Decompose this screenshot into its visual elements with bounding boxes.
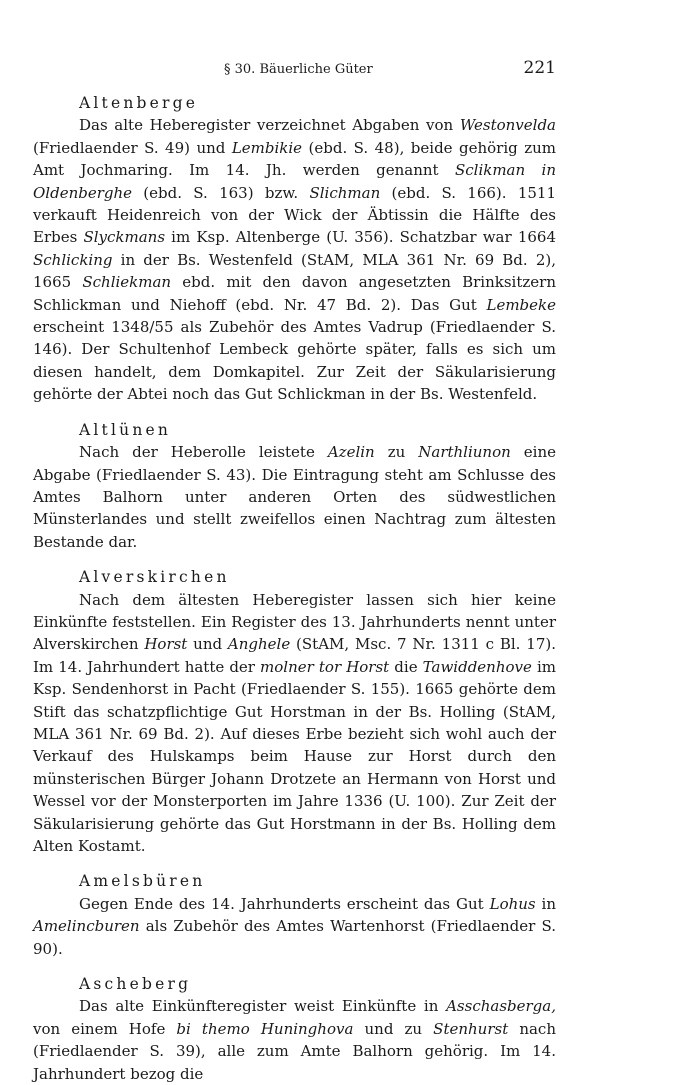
section-paragraph [33,114,556,405]
text-run: nach (Friedlaender S. 39), alle zum Amte Balhorn gehörig. Im 14. Jahrhundert bezog die [33,1019,556,1083]
text-run: in der Bs. Westenfeld (StAM, MLA 361 Nr. 69 Bd. 2), 1665 [33,250,556,292]
italic-term: Amelincburen [33,917,140,936]
section-heading: Altlünen [79,420,172,439]
italic-term: Lohus [489,894,536,913]
text-run: im Ksp. Altenberge (U. 356). Schatzbar war 1664 [165,228,556,247]
italic-term: Lembikie [231,138,303,157]
running-title: § 30. Bäuerliche Güter [224,62,373,77]
text-run: Nach der Heberolle leistete [79,443,328,462]
text-run: und zu [353,1019,434,1038]
italic-term: Tawiddenhove [422,657,532,676]
italic-term: Narthliunon [418,443,511,462]
text-run: als Zubehör des Amtes Wartenhorst (Friedlaender S. 90). [33,917,556,958]
text-run: (ebd. S. 163) bzw. [132,183,310,202]
text-run: eine Abgabe (Friedlaender S. 43). Die Eintragung steht am Schlusse des Amtes Balhorn unter anderen Orten des südwestlichen Münsterlandes und stellt zweifellos einen Nachtrag zum ältesten Bestande dar. [33,443,556,551]
text-run: ebd. mit den davon angesetzten Brinksitzern Schlickman und Niehoff (ebd. Nr. 47 Bd. 2). Das Gut [33,273,556,314]
italic-term: Slichman [309,183,381,202]
italic-term: Slyckmans [83,228,166,247]
italic-term: Azelin [327,443,375,462]
text-run: Das alte Einkünfteregister weist Einkünfte in [79,997,447,1016]
page-body [33,92,556,1085]
text-run: im Ksp. Sendenhorst in Pacht (Friedlaender S. 155). 1665 gehörte dem Stift das schatzpflichtige Gut Horstman in der Bs. Holling (StAM, MLA 361 Nr. 69 Bd. 2). Auf dieses Erbe bezieht sich wohl auch der Verkauf des Hulskamps beim Hause zur Horst durch den münsterischen Bürger Johann Drotzete an Hermann von Horst und Wessel vor der Monsterporten im Jahre 1336 (U. 100). Zur Zeit der Säkularisierung gehörte das Gut Horstmann in der Bs. Holling dem Alten Kostamt. [33,657,556,855]
text-run: und [187,635,228,654]
text-run: in [535,894,556,913]
text-run: Gegen Ende des 14. Jahrhunderts erscheint das Gut [79,894,490,913]
text-run: (ebd. S. 48), beide gehörig zum Amt Jochmaring. Im 14. Jh. werden genannt [33,138,556,180]
page-number: 221 [523,58,556,78]
section-heading: Ascheberg [79,975,192,994]
section-paragraph [33,589,556,858]
italic-term: Schliekman [82,273,172,292]
section-paragraph [33,441,556,553]
text-run: erscheint 1348/55 als Zubehör des Amtes Vadrup (Friedlaender S. 146). Der Schultenhof Lembeck gehörte später, falls es sich um diesen handelt, dem Domkapitel. Zur Zeit der Säkularisierung gehörte der Abtei noch das Gut Schlickman in der Bs. Westenfeld. [33,318,556,404]
italic-term: Anghele [227,635,291,654]
text-run: Das alte Heberegister verzeichnet Abgaben von [79,116,460,135]
italic-term: Sclikman in Oldenberghe [33,161,556,202]
section-paragraph [33,995,556,1085]
italic-term: Schlicking [33,250,113,269]
text-run: zu [374,443,419,462]
text-run: (ebd. S. 166). 1511 verkauft Heidenreich von der Wick der Äbtissin die Hälfte des Erbes [33,183,556,247]
text-run: die [389,657,423,676]
section-heading: Altenberge [79,94,199,112]
italic-term: Asschasberga, [446,997,556,1016]
italic-term: bi themo Huninghova [176,1019,354,1038]
italic-term: Westonvelda [459,116,556,135]
italic-term: Stenhurst [433,1019,509,1038]
section-paragraph [33,893,556,960]
section-heading: Alverskirchen [79,568,230,587]
italic-term: Lembeke [486,295,556,314]
section-heading: Amelsbüren [79,872,206,891]
text-run: von einem Hofe [33,1019,177,1038]
text-run: Nach dem ältesten Heberegister lassen sich hier keine Einkünfte feststellen. Ein Register des 13. Jahrhunderts nennt unter Alverskirchen [33,590,556,654]
text-run: (StAM, Msc. 7 Nr. 1311 c Bl. 17). Im 14. Jahrhundert hatte der [33,635,556,676]
italic-term: Horst [144,635,188,654]
italic-term: molner tor Horst [260,657,390,676]
text-run: (Friedlaender S. 49) und [33,138,232,157]
